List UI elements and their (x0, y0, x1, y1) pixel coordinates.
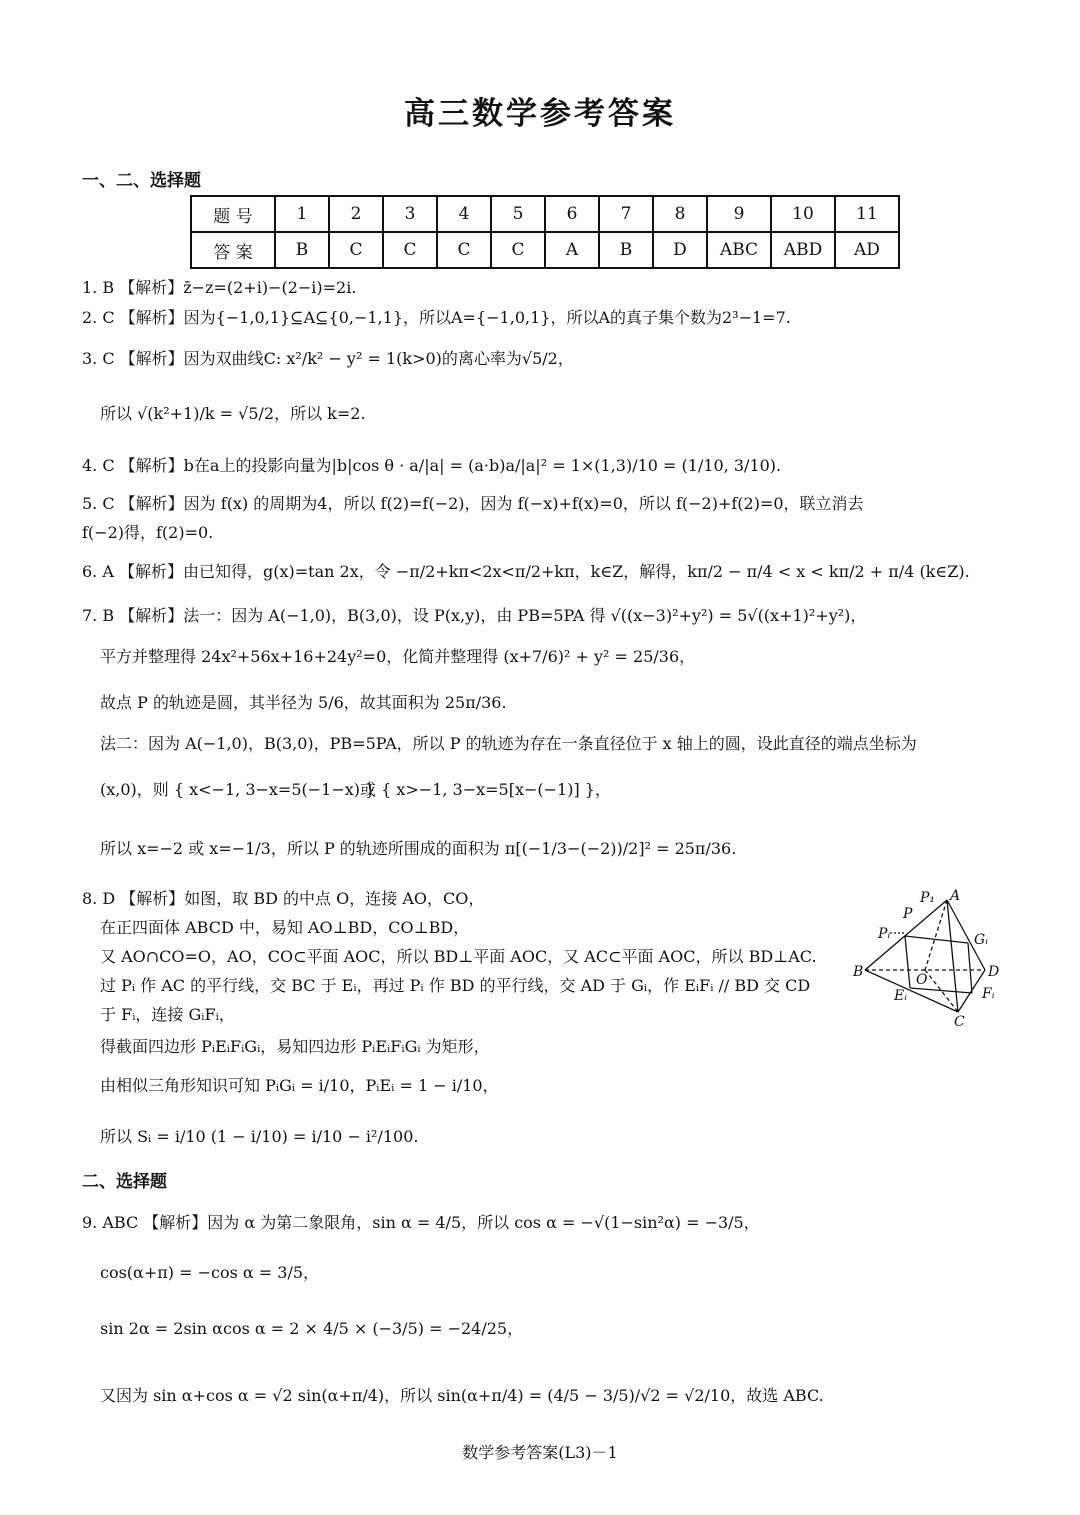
table-cell: B (599, 232, 653, 268)
solution-8-line4: 过 Pᵢ 作 AC 的平行线，交 BC 于 Eᵢ，再过 Pᵢ 作 BD 的平行线，交 AD 于 Gᵢ，作 EᵢFᵢ // BD 交 CD (100, 976, 811, 995)
table-cell: 10 (771, 196, 835, 232)
row-label-answer: 答 案 (191, 232, 275, 268)
section-heading-1: 一、二、选择题 (82, 171, 201, 191)
solution-8: 8. D 【解析】如图，取 BD 的中点 O，连接 AO，CO， (82, 889, 485, 908)
solution-8-line2: 在正四面体 ABCD 中，易知 AO⊥BD，CO⊥BD， (100, 918, 470, 937)
answer-table (190, 195, 900, 269)
table-cell: B (275, 232, 329, 268)
solution-9-line3: sin 2α = 2sin αcos α = 2 × 4/5 × (−3/5) = −24/25， (100, 1319, 524, 1338)
table-cell: 9 (707, 196, 771, 232)
table-cell: C (491, 232, 545, 268)
table-cell: 2 (329, 196, 383, 232)
label-P: P (903, 906, 913, 922)
label-Pi: Pᵢ (878, 926, 891, 942)
table-cell: ABC (707, 232, 771, 268)
solution-3: 3. C 【解析】因为双曲线C: x²/k² − y² = 1(k>0)的离心率为√5/2， (82, 349, 574, 368)
solution-8-line5: 于 Fᵢ，连接 GᵢFᵢ， (100, 1005, 235, 1024)
label-Fi: Fᵢ (982, 986, 995, 1002)
solution-7-system-1: (x,0)，则 { x<−1, 3−x=5(−1−x) } (100, 780, 376, 799)
solution-7-line3: 故点 P 的轨迹是圆，其半径为 5/6，故其面积为 25π/36. (100, 693, 507, 712)
solution-7-line2: 平方并整理得 24x²+56x+16+24y²=0，化简并整理得 (x+7/6)² + y² = 25/36， (100, 647, 696, 666)
label-A: A (950, 888, 961, 904)
label-B: B (853, 964, 864, 980)
solution-6: 6. A 【解析】由已知得，g(x)=tan 2x，令 −π/2+kπ<2x<π/2+kπ，k∈Z，解得，kπ/2 − π/4 < x < kπ/2 + π/4 (k∈Z). (82, 562, 970, 581)
table-cell: 4 (437, 196, 491, 232)
solution-8-line7: 由相似三角形知识可知 PᵢGᵢ = i/10，PᵢEᵢ = 1 − i/10， (100, 1076, 499, 1095)
table-cell: 8 (653, 196, 707, 232)
page-title: 高三数学参考答案 (404, 96, 676, 132)
table-cell: C (329, 232, 383, 268)
table-cell: D (653, 232, 707, 268)
solution-5-cont: f(−2)得，f(2)=0. (82, 523, 214, 542)
table-cell: 11 (835, 196, 899, 232)
label-O: O (916, 972, 928, 988)
section-heading-2: 二、选择题 (82, 1172, 167, 1192)
solution-7-result: 所以 x=−2 或 x=−1/3，所以 P 的轨迹所围成的面积为 π[(−1/3−(−2))/2]² = 25π/36. (100, 839, 737, 858)
table-cell: 6 (545, 196, 599, 232)
solution-8-line6: 得截面四边形 PᵢEᵢFᵢGᵢ，易知四边形 PᵢEᵢFᵢGᵢ 为矩形， (100, 1037, 490, 1056)
table-cell: 7 (599, 196, 653, 232)
table-cell: ABD (771, 232, 835, 268)
label-D: D (988, 964, 1000, 980)
table-cell: 3 (383, 196, 437, 232)
solution-7-system-2: 或 { x>−1, 3−x=5[x−(−1)] }， (360, 780, 611, 799)
solution-7-method2: 法二：因为 A(−1,0)，B(3,0)，PB=5PA，所以 P 的轨迹为存在一条直径位于 x 轴上的圆，设此直径的端点坐标为 (100, 734, 917, 753)
tetrahedron-diagram (850, 888, 1010, 1028)
solution-4: 4. C 【解析】b在a上的投影向量为|b|cos θ · a/|a| = (a·b)a/|a|² = 1×(1,3)/10 = (1/10, 3/10). (82, 456, 782, 475)
solution-9: 9. ABC 【解析】因为 α 为第二象限角，sin α = 4/5，所以 cos α = −√(1−sin²α) = −3/5， (82, 1213, 760, 1232)
table-cell: C (383, 232, 437, 268)
label-C: C (954, 1014, 965, 1028)
table-row-numbers (191, 196, 899, 232)
table-row-answers (191, 232, 899, 268)
solution-9-line2: cos(α+π) = −cos α = 3/5， (100, 1263, 320, 1282)
table-cell: AD (835, 232, 899, 268)
label-Ei: Eᵢ (894, 988, 908, 1004)
table-cell: A (545, 232, 599, 268)
solution-1: 1. B 【解析】z̄−z=(2+i)−(2−i)=2i. (82, 278, 357, 297)
label-Gi: Gᵢ (974, 932, 988, 948)
label-P1: P₁ (920, 890, 936, 906)
row-label-number: 题 号 (191, 196, 275, 232)
table-cell: C (437, 232, 491, 268)
table-cell: 1 (275, 196, 329, 232)
solution-2: 2. C 【解析】因为{−1,0,1}⊆A⊆{0,−1,1}，所以A={−1,0,1}，所以A的真子集个数为2³−1=7. (82, 308, 791, 327)
solution-5: 5. C 【解析】因为 f(x) 的周期为4，所以 f(2)=f(−2)，因为 f(−x)+f(x)=0，所以 f(−2)+f(2)=0，联立消去 (82, 494, 864, 513)
solution-7: 7. B 【解析】法一：因为 A(−1,0)，B(3,0)，设 P(x,y)，由 PB=5PA 得 √((x−3)²+y²) = 5√((x+1)²+y²)， (82, 606, 867, 625)
page-footer: 数学参考答案(L3)－1 (462, 1443, 618, 1462)
tetrahedron-figure (850, 888, 1010, 1028)
solution-3-cont: 所以 √(k²+1)/k = √5/2，所以 k=2. (100, 404, 366, 423)
table-cell: 5 (491, 196, 545, 232)
solution-8-line3: 又 AO∩CO=O，AO，CO⊂平面 AOC，所以 BD⊥平面 AOC，又 AC⊂平面 AOC，所以 BD⊥AC. (100, 947, 817, 966)
solution-9-line4: 又因为 sin α+cos α = √2 sin(α+π/4)，所以 sin(α+π/4) = (4/5 − 3/5)/√2 = √2/10，故选 ABC. (100, 1386, 824, 1405)
solution-8-line8: 所以 Sᵢ = i/10 (1 − i/10) = i/10 − i²/100. (100, 1127, 419, 1146)
